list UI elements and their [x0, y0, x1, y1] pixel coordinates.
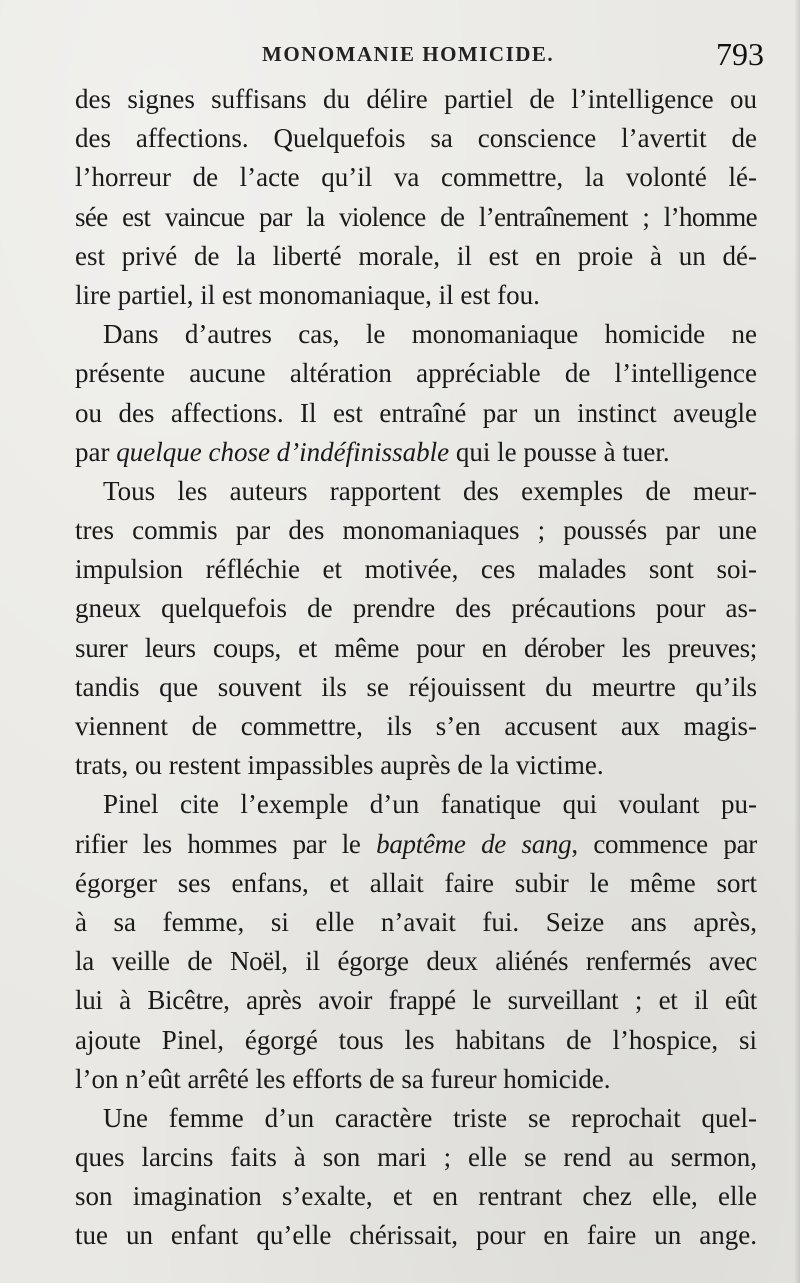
text-line: égorger ses enfans, et allait faire subir le même sort: [75, 867, 757, 898]
paragraph-3: [75, 472, 757, 786]
page-number: 793: [716, 36, 764, 72]
text-line: ajoute Pinel, égorgé tous les habitans de l’hospice, si: [75, 1024, 757, 1055]
italic-phrase: quelque chose d’indéfinissable: [116, 436, 450, 467]
text-line: [75, 825, 757, 864]
text-line: lire partiel, il est monomaniaque, il est fou.: [75, 279, 540, 310]
text-line: gneux quelquefois de prendre des précautions pour as-: [75, 593, 757, 624]
text-line: trats, ou restent impassibles auprès de la victime.: [75, 750, 604, 781]
paragraph-4: [75, 785, 757, 1099]
text-line: des affections. Quelquefois sa conscience l’avertit de: [75, 123, 757, 154]
text-line: tue un enfant qu’elle chérissait, pour en faire un ange.: [75, 1220, 757, 1251]
paragraph-5: [75, 1099, 757, 1256]
paragraph-1: [75, 80, 757, 315]
text-line: la veille de Noël, il égorge deux aliénés renfermés avec: [75, 946, 757, 977]
text-run: , commence par: [571, 828, 757, 859]
text-line: surer leurs coups, et même pour en dérober les preuves;: [75, 632, 757, 663]
text-line: l’on n’eût arrêté les efforts de sa fureur homicide.: [75, 1063, 611, 1094]
text-line: lui à Bicêtre, après avoir frappé le surveillant ; et il eût: [75, 985, 757, 1016]
text-line: tandis que souvent ils se réjouissent du meurtre qu’ils: [75, 671, 757, 702]
text-run: rifier les hommes par le: [75, 828, 377, 859]
text-run: qui le pousse à tuer.: [449, 436, 670, 467]
text-line: ques larcins faits à son mari ; elle se rend au sermon,: [75, 1142, 757, 1173]
running-title: MONOMANIE HOMICIDE.: [262, 42, 555, 66]
text-run: par: [75, 436, 117, 467]
text-line: des signes suffisans du délire partiel de l’intelligence ou: [75, 84, 757, 114]
text-line: l’horreur de l’acte qu’il va commettre, la volonté lé-: [75, 162, 757, 193]
scan-shadow: [794, 0, 800, 1283]
text-line: ou des affections. Il est entraîné par un instinct aveugle: [75, 397, 757, 428]
text-line: Tous les auteurs rapportent des exemples de meur-: [103, 475, 757, 506]
running-head: [0, 36, 800, 76]
paragraph-2: [75, 315, 757, 472]
text-line: à sa femme, si elle n’avait fui. Seize ans après,: [75, 906, 757, 937]
text-line: impulsion réfléchie et motivée, ces malades sont soi-: [75, 554, 757, 585]
text-line: présente aucune altération appréciable de l’intelligence: [75, 358, 757, 389]
text-line: est privé de la liberté morale, il est en proie à un dé-: [75, 240, 757, 271]
text-line: Dans d’autres cas, le monomaniaque homicide ne: [103, 319, 757, 350]
text-line: [75, 433, 757, 472]
text-line: Pinel cite l’exemple d’un fanatique qui voulant pu-: [103, 789, 757, 820]
text-line: Une femme d’un caractère triste se reprochait quel-: [103, 1102, 757, 1133]
text-line: viennent de commettre, ils s’en accusent aux magis-: [75, 711, 757, 741]
text-line: tres commis par des monomaniaques ; poussés par une: [75, 515, 757, 546]
text-line: son imagination s’exalte, et en rentrant chez elle, elle: [75, 1181, 757, 1212]
body-text: [75, 80, 757, 1256]
italic-phrase: baptême de sang: [376, 828, 572, 859]
text-line: sée est vaincue par la violence de l’entraînement ; l’homme: [75, 201, 757, 232]
